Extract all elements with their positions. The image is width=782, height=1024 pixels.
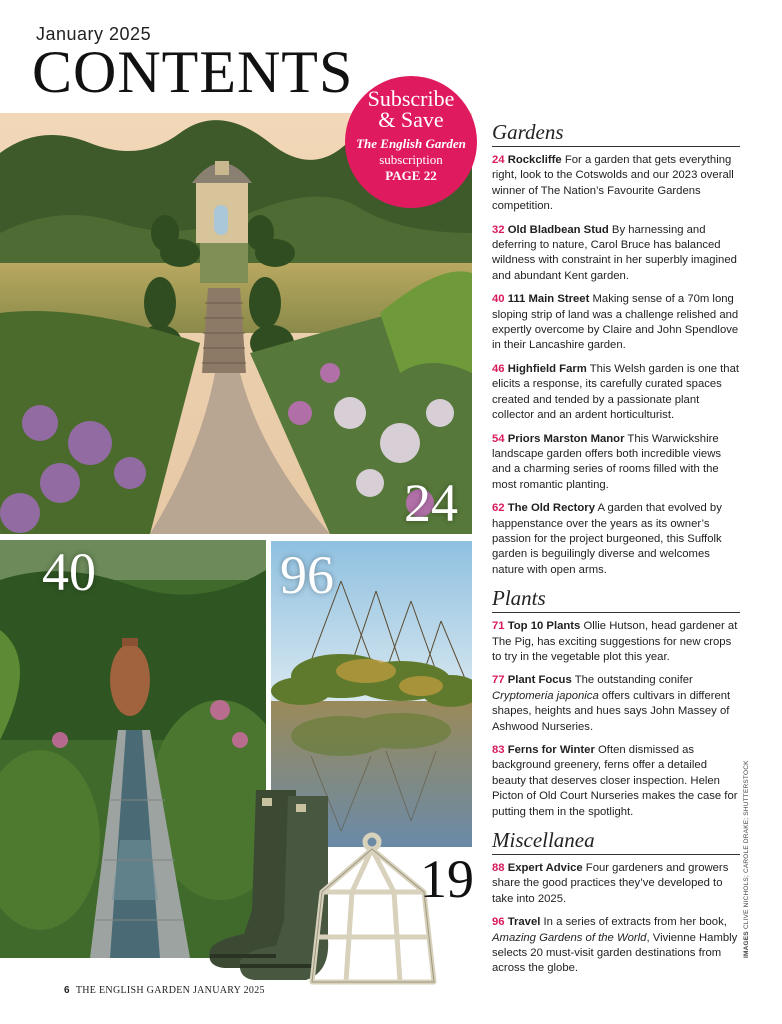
section-heading: Gardens bbox=[492, 120, 740, 147]
section-plants bbox=[492, 586, 740, 820]
entry-title: 111 Main Street bbox=[507, 293, 590, 306]
contents-entry[interactable] bbox=[492, 915, 740, 977]
entry-description-cont: offers cultivars in different shapes, heights and hues says John Massey of Ashwood Nurseries. bbox=[492, 689, 731, 733]
contents-entry[interactable] bbox=[492, 292, 740, 354]
section-heading: Miscellanea bbox=[492, 828, 740, 855]
contents-entry[interactable] bbox=[492, 501, 740, 578]
page-title: CONTENTS bbox=[32, 39, 354, 105]
entry-title: Expert Advice bbox=[507, 862, 583, 875]
contents-entry[interactable] bbox=[492, 223, 740, 285]
footer-issue: JANUARY 2025 bbox=[192, 985, 265, 996]
entry-title: Top 10 Plants bbox=[507, 620, 581, 633]
credit-label: IMAGES bbox=[743, 931, 750, 958]
contents-list bbox=[492, 120, 740, 985]
entry-title: Priors Marston Manor bbox=[507, 432, 625, 445]
credit-text: CLIVE NICHOLS; CAROLE DRAKE; SHUTTERSTOCK bbox=[743, 760, 750, 930]
section-miscellanea bbox=[492, 828, 740, 977]
contents-entry[interactable] bbox=[492, 432, 740, 494]
entry-title: Old Bladbean Stud bbox=[507, 223, 609, 236]
entry-page-number: 83 bbox=[492, 744, 505, 756]
entry-page-number: 54 bbox=[492, 432, 505, 445]
section-heading: Plants bbox=[492, 586, 740, 613]
subscribe-page-ref: PAGE 22 bbox=[385, 168, 437, 183]
photo-page-number-19: 19 bbox=[420, 849, 474, 909]
entry-title: The Old Rectory bbox=[507, 502, 595, 515]
entry-description: This Welsh garden is one that elicits a response, its carefully curated spaces created and tended by a passionate plant collector and an ardent horticulturist. bbox=[492, 362, 739, 422]
contents-entry[interactable] bbox=[492, 861, 740, 907]
photo-page-number-24: 24 bbox=[404, 473, 458, 533]
entry-page-number: 88 bbox=[492, 862, 505, 875]
entry-page-number: 62 bbox=[492, 502, 505, 515]
image-credit bbox=[743, 760, 750, 958]
entry-page-number: 40 bbox=[492, 293, 505, 306]
subscribe-heading: Subscribe bbox=[367, 86, 455, 111]
entry-title: Rockcliffe bbox=[507, 154, 562, 166]
subscribe-heading-2: & Save bbox=[378, 107, 444, 132]
footer-page-number: 6 bbox=[64, 985, 70, 996]
contents-entry[interactable] bbox=[492, 619, 740, 665]
entry-description: A garden that evolved by happenstance over the years as its owner’s passion for the project burgeoned, this Suffolk garden is beguilingly diverse and welcomes nature with open arms. bbox=[492, 502, 722, 576]
entry-description: For a garden that gets everything right, look to the Cotswolds and our 2023 overall winner of The Nation’s Favourite Gardens competition. bbox=[492, 154, 734, 213]
subscribe-roundel[interactable] bbox=[345, 76, 477, 208]
entry-description-cont: , Vivienne Hambly selects 20 must-visit garden destinations from across the globe. bbox=[492, 931, 738, 975]
contents-entry[interactable] bbox=[492, 743, 740, 820]
contents-entry[interactable] bbox=[492, 362, 740, 424]
entry-title: Travel bbox=[507, 916, 541, 929]
contents-entry[interactable] bbox=[492, 673, 740, 735]
subscribe-subtitle: subscription bbox=[379, 152, 443, 167]
subscribe-magazine-name: The English Garden bbox=[356, 136, 466, 151]
entry-description: This Warwickshire landscape garden offers both incredible views and a charming series of rooms filled with the most romantic planting. bbox=[492, 432, 722, 491]
entry-page-number: 46 bbox=[492, 362, 505, 375]
page-footer bbox=[64, 985, 265, 996]
issue-date: January 2025 bbox=[36, 24, 152, 44]
entry-description: By harnessing and deferring to nature, Carol Bruce has balanced wildness with constraint in her superbly imagined and abundant Kent garden. bbox=[492, 223, 737, 282]
entry-description: The outstanding conifer bbox=[574, 674, 693, 687]
entry-book-title: Amazing Gardens of the World bbox=[492, 931, 647, 944]
entry-title: Plant Focus bbox=[507, 674, 572, 687]
entry-title: Ferns for Winter bbox=[507, 744, 595, 756]
entry-page-number: 32 bbox=[492, 223, 505, 236]
footer-magazine: THE ENGLISH GARDEN bbox=[75, 985, 191, 996]
photo-page-number-96: 96 bbox=[280, 545, 334, 605]
entry-page-number: 96 bbox=[492, 916, 505, 929]
entry-description: Ollie Hutson, head gardener at The Pig, has exciting suggestions for new crops to try in the vegetable plot this year. bbox=[492, 620, 738, 663]
entry-page-number: 77 bbox=[492, 674, 505, 687]
entry-title: Highfield Farm bbox=[507, 362, 587, 375]
entry-description: Four gardeners and growers share the good practices they’ve developed to take into 2025. bbox=[492, 862, 729, 905]
entry-page-number: 71 bbox=[492, 620, 505, 633]
entry-description: Making sense of a 70m long sloping strip of land was a challenge relished and expertly overcome by Claire and John Spendlove in their Lancashire garden. bbox=[492, 293, 739, 352]
entry-page-number: 24 bbox=[492, 154, 505, 166]
section-gardens bbox=[492, 120, 740, 578]
entry-description: Often dismissed as background greenery, ferns offer a detailed beauty that deserves closer inspection. Helen Picton of Old Court Nurseries makes the case for putting them in the spotlight. bbox=[492, 744, 738, 818]
entry-species-name: Cryptomeria japonica bbox=[492, 689, 599, 702]
entry-description: In a series of extracts from her book, bbox=[543, 916, 727, 929]
contents-entry[interactable] bbox=[492, 153, 740, 215]
photo-page-number-40: 40 bbox=[42, 542, 96, 602]
